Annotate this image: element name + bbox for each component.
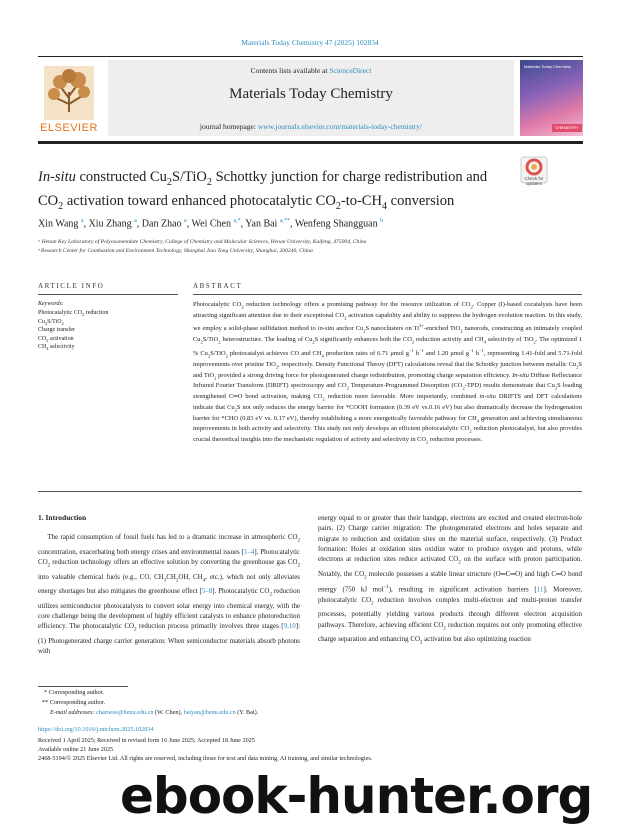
keyword-item: $Cu_2S/TiO_2$ — [38, 318, 64, 326]
abstract-text: Photocatalytic $CO_2$ reduction technology offers a promising pathway for the resource utilization of $CO_2$. Copper (I)-based cocatalysts have been attracting significant attention due to their exceptional $CO_2$ activation capability and ability to suppress the hydrogen evolution reaction. In this study, we employ a solid-phase sulfidation method to in-situ anchor $Cu_2S$ nanoclusters on $Ti^{3+}$-enriched TiO$_2$ nanorods, constructing an intimately coupled $Cu_2S/TiO_2$ heterostructure. The loading of $Cu_2S$ significantly enhances both the $CO_2$ reduction activity and $CH_4$ selectivity of TiO$_2$. The optimized 1 % $Cu_2S/TiO_2$ photocatalyst achieves CO and $CH_4$ production rates of 6.71 μmol $g^{-1}$ $h^{-1}$ and 1.20 μmol $g^{-1}$ $h^{-1}$, representing 1.41-fold and 5.71-fold improvements over pristine TiO$_2$, respectively. Density Functional Theory (DFT) calculations reveal that the Schottky junction between metallic $Cu_2S$ and TiO$_2$ provided a strong driving force for photogenerated charge redistribution, promoting charge separation efficiency. In-situ Diffuse Reflectance Infrared Fourier Transform (DRIFT) spectroscopy and $CO_2$ Temperature-Programmed Desorption $(CO_2-TPD)$ results demonstrate that $Cu_2S$ loading strengthened C═O bond activation, making $CO_2$ reduction more favorable. More importantly, combined in-situ DRIFTS and DFT calculations indicate that $Cu_2S$ not only reduces the energy barrier for *COOH formation (0.39 eV vs.0.16 eV) but also dramatically decrease the hydrogenation barrier for *CHO (0.83 eV vs. 0.17 eV), thereby establishing a more energetically favorable pathway for $CH_4$ generation and achieving simultaneous improvements in both activity and selectivity. This study not only develops an efficient photocatalytic $CO_2$ reduction photocatalyst, but also provides crucial theoretical insights into the mechanistic regulation of activity and selectivity in $CO_2$ reduction processes. — [193, 301, 583, 445]
abstract-rule — [193, 294, 582, 295]
contents-prefix: Contents lists available at — [250, 66, 330, 75]
journal-title: Materials Today Chemistry — [229, 86, 393, 102]
keyword-item: $CO_2$ activation — [38, 335, 74, 343]
footnote-rule — [38, 686, 128, 687]
sciencedirect-link[interactable]: ScienceDirect — [329, 66, 372, 75]
copyright-line: 2468-5194/© 2025 Elsevier Ltd. All rights are reserved, including those for text and data mining, AI training, and similar technologies. — [38, 755, 373, 762]
affiliation-a: ᵃ Henan Key Laboratory of Polyoxometalate Chemistry, College of Chemistry and Molecular Sciences, Henan University, Kaifeng, 475004, China — [38, 239, 367, 245]
keyword-item: Charge transfer — [38, 327, 76, 333]
abstract-heading: ABSTRACT — [193, 282, 243, 290]
journal-homepage — [108, 122, 514, 131]
article-title: In-situ constructed $Cu_2S/TiO_2$ Schottky junction for charge redistribution and $CO_2$ activation toward enhanced photocatalytic $CO_2-to-CH_4$ conversion — [38, 169, 488, 212]
corresponding-author-1: * Corresponding author. — [44, 689, 104, 696]
introduction-column-1: The rapid consumption of fossil fuels has led to a dramatic increase in atmospheric $CO_2$ concentration, exacerbating both energy crises and environmental issues [1–4]. Photocatalytic $CO_2$ reduction technology offers an effective solution by converting the greenhouse gas $CO_2$ into valuable chemical fuels (e.g., CO, $CH_3CH_2OH$, $CH_4$, etc.), which not only alleviates energy shortages but also mitigates the greenhouse effect [5–8]. Photocatalytic $CO_2$ reduction utilizes semiconductor photocatalysts to convert solar energy into chemical energy, with the core challenge being the development of highly efficient catalysts to enhance photoreduction efficiency. The photocatalytic $CO_2$ reduction process primarily involves three stages [9,10]: (1) Photogenerated charge carrier generation: When semiconductor materials absorb photons with — [38, 533, 301, 656]
corresponding-author-2: ** Corresponding author. — [42, 699, 106, 706]
check-for-updates-label: Check for updates — [524, 176, 544, 186]
publisher-logo-text: ELSEVIER — [40, 122, 98, 134]
journal-reference[interactable]: Materials Today Chemistry 47 (2025) 102834 — [241, 38, 379, 47]
cover-title: Materials Today Chemistry — [524, 64, 572, 69]
received-dates: Received 1 April 2025; Received in revised form 16 June 2025; Accepted 18 June 2025 — [38, 737, 255, 744]
keywords-label: Keywords: — [38, 301, 64, 307]
keyword-item: $CH_4$ selectivity — [38, 344, 75, 352]
cover-badge: CHEMISTRY — [552, 124, 582, 132]
affiliation-b: ᵇ Research Center for Combustion and Environment Technology, Shanghai Jiao Tong University, Shanghai, 200240, China — [38, 248, 313, 254]
email-addresses: E-mail addresses: chanwee@henu.edu.cn (W. Chen), baiyan@henu.edu.cn (Y. Bai). — [50, 709, 259, 716]
article-info-rule — [38, 294, 178, 295]
introduction-heading: 1. Introduction — [38, 513, 87, 522]
introduction-column-2: energy equal to or greater than their bandgap, electrons are excited and created electron-hole pairs. (2) Charge carrier migration: The photogenerated electrons and holes separate and migrate to reduction and oxidation sites on the material surface, respectively. (3) Product formation: Holes at oxidation sites oxidize water to produce oxygen and protons, while electrons at reduction sites reduce activated $CO_2$ on the surface with proton participation. Notably, the $CO_2$ molecule possesses a stable linear structure (O═C═O) and high C═O bond energy (750 kJ mol$^{-1}$), resulting in significant activation barriers [11]. Moreover, photocatalytic $CO_2$ reduction involves complex multi-electron and multi-proton transfer processes, potentially yielding various products through different electron acquisition pathways. Therefore, achieving efficient $CO_2$ reduction requires not only promoting effective charge separation and enhancing $CO_2$ activation but also optimizing reaction — [318, 514, 582, 646]
article-info-heading: ARTICLE INFO — [38, 282, 105, 290]
homepage-prefix: journal homepage: — [199, 122, 258, 131]
watermark-text: ebook-hunter.org — [120, 767, 593, 825]
doi-link[interactable]: https://doi.org/10.1016/j.mtchem.2025.102834 — [38, 726, 154, 733]
homepage-link[interactable]: www.journals.elsevier.com/materials-today-chemistry/ — [257, 122, 423, 131]
author-list: Xin Wang $^a$, Xiu Zhang $^a$, Dan Zhao $^a$, Wei Chen $^{a,*}$, Yan Bai $^{a,**}$, Wenfeng Shangguan $^b$ — [38, 218, 384, 230]
abstract-bottom-rule — [38, 491, 582, 492]
contents-line — [108, 66, 514, 75]
keyword-item: Photocatalytic $CO_2$ reduction — [38, 310, 109, 318]
available-online: Available online 21 June 2025 — [38, 746, 114, 753]
